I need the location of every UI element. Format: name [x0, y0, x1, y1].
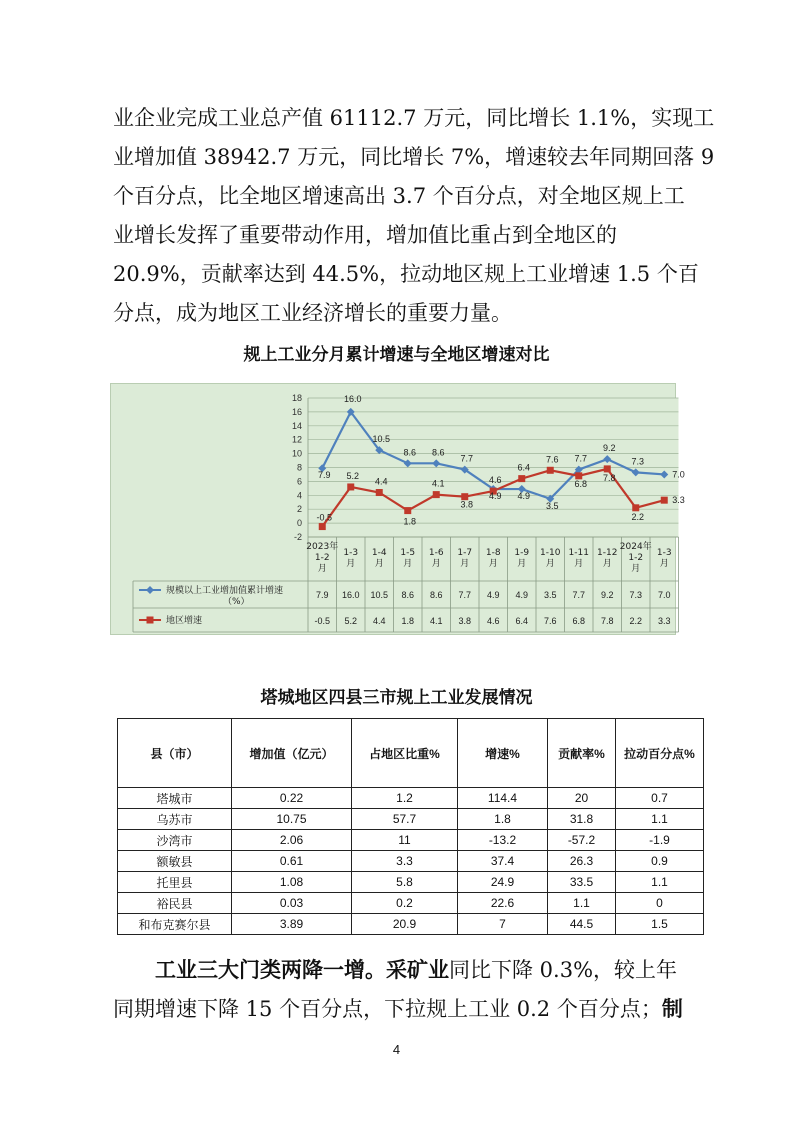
cell-growth: 114.4	[458, 788, 548, 809]
data-label-industry: 7.7	[574, 453, 588, 464]
x-category-label: 月	[488, 559, 498, 569]
table-title: 塔城地区四县三市规上工业发展情况	[260, 688, 533, 708]
x-category-label: 1-10	[540, 548, 561, 558]
x-category-label: 月	[317, 564, 327, 574]
cell-value-added: 0.03	[232, 893, 352, 914]
x-category-label: 1-6	[428, 548, 444, 558]
y-tick-label: 14	[291, 420, 302, 431]
x-category-label: 月	[346, 559, 356, 569]
data-label-industry: 8.6	[431, 447, 445, 458]
x-category-label: 1-7	[457, 548, 473, 558]
data-label-region: -0.5	[316, 512, 333, 523]
cell-county: 乌苏市	[118, 809, 232, 830]
cell-value-added: 0.22	[232, 788, 352, 809]
y-tick-label: 8	[296, 462, 302, 473]
legend-marker-industry	[146, 586, 154, 594]
data-label-region: 7.8	[602, 472, 616, 483]
cell-growth: 22.6	[458, 893, 548, 914]
x-category-label: 1-12	[597, 548, 618, 558]
data-label-region: 2.2	[631, 511, 645, 522]
table-value-region: 7.8	[600, 616, 614, 626]
x-category-label: 1-9	[514, 548, 530, 558]
y-tick-label: 6	[296, 476, 302, 487]
table-value-region: -0.5	[314, 616, 331, 626]
intro-line: 业增长发挥了重要带动作用，增加值比重占到全地区的	[113, 223, 617, 247]
table-value-industry: 9.2	[600, 590, 614, 600]
x-category-label: 2024年	[619, 542, 652, 552]
cell-growth: 24.9	[458, 872, 548, 893]
cell-county: 托里县	[118, 872, 232, 893]
table-value-region: 4.4	[372, 616, 386, 626]
header-share: 占地区比重%	[352, 719, 458, 788]
y-tick-label: 12	[291, 434, 302, 445]
data-label-industry: 4.9	[517, 491, 531, 502]
data-label-region: 1.8	[403, 516, 417, 527]
table-value-region: 3.8	[458, 616, 472, 626]
cell-share: 20.9	[352, 914, 458, 935]
point-marker-region	[404, 507, 411, 514]
page-number: 4	[392, 1042, 401, 1057]
table-value-region: 4.1	[429, 616, 443, 626]
cell-contribution: 26.3	[548, 851, 616, 872]
point-marker-region	[347, 483, 354, 490]
cell-county: 裕民县	[118, 893, 232, 914]
data-label-region: 4.4	[374, 476, 388, 487]
table-value-industry: 7.3	[629, 590, 643, 600]
intro-line: 分点，成为地区工业经济增长的重要力量。	[113, 301, 512, 325]
cell-pull: 1.1	[616, 872, 704, 893]
header-growth: 增速%	[458, 719, 548, 788]
cell-pull: 0.7	[616, 788, 704, 809]
table-value-region: 6.4	[515, 616, 529, 626]
x-category-label: 1-2	[628, 553, 644, 563]
table-value-region: 7.6	[543, 616, 557, 626]
cell-contribution: 20	[548, 788, 616, 809]
header-contribution: 贡献率%	[548, 719, 616, 788]
chart-title: 规上工业分月累计增速与全地区增速对比	[243, 345, 550, 365]
table-row	[118, 851, 704, 872]
table-value-region: 2.2	[629, 616, 643, 626]
data-label-industry: 10.5	[372, 434, 391, 445]
header-county: 县（市）	[118, 719, 232, 788]
cell-share: 1.2	[352, 788, 458, 809]
x-category-label: 1-3	[656, 548, 672, 558]
cell-pull: -1.9	[616, 830, 704, 851]
intro-line: 个百分点，比全地区增速高出 3.7 个百分点，对全地区规上工	[113, 184, 685, 208]
x-category-label: 1-11	[568, 548, 589, 558]
intro-paragraph	[113, 99, 715, 333]
point-marker-region	[319, 523, 326, 530]
x-category-label: 月	[631, 564, 641, 574]
x-category-label: 月	[460, 559, 470, 569]
cell-county: 额敏县	[118, 851, 232, 872]
cell-growth: 7	[458, 914, 548, 935]
cell-pull: 1.1	[616, 809, 704, 830]
table-value-industry: 3.5	[543, 590, 557, 600]
cell-value-added: 3.89	[232, 914, 352, 935]
point-marker-region	[604, 465, 611, 472]
y-tick-label: 18	[291, 393, 302, 403]
cell-growth: 1.8	[458, 809, 548, 830]
cell-contribution: 1.1	[548, 893, 616, 914]
county-industry-table	[117, 718, 704, 935]
table-value-industry: 7.7	[458, 590, 472, 600]
line-chart	[111, 384, 685, 634]
data-label-industry: 7.9	[317, 470, 331, 481]
x-category-label: 1-8	[485, 548, 501, 558]
cell-value-added: 2.06	[232, 830, 352, 851]
closing-sector-manufacturing: 制	[661, 996, 683, 1021]
data-label-industry: 7.3	[631, 456, 645, 467]
closing-paragraph	[113, 950, 683, 1028]
data-label-industry: 7.7	[460, 453, 474, 464]
table-value-region: 3.3	[657, 616, 671, 626]
legend-label-industry: 规模以上工业增加值累计增速	[166, 586, 284, 596]
cell-county: 塔城市	[118, 788, 232, 809]
data-label-industry: 9.2	[602, 443, 616, 454]
intro-line: 业增加值 38942.7 万元，同比增长 7%，增速较去年同期回落 9	[113, 145, 715, 169]
table-value-industry: 8.6	[401, 590, 415, 600]
cell-share: 57.7	[352, 809, 458, 830]
data-label-region: 7.6	[545, 454, 559, 465]
chart-container	[110, 383, 685, 635]
y-tick-label: -2	[293, 532, 302, 542]
data-label-region: 6.4	[517, 462, 531, 473]
cell-pull: 0.9	[616, 851, 704, 872]
legend-label-industry-cont: （%）	[223, 597, 250, 607]
x-category-label: 月	[431, 559, 441, 569]
table-row	[118, 788, 704, 809]
x-category-label: 1-2	[314, 553, 330, 563]
table-value-region: 4.6	[486, 616, 500, 626]
data-label-industry: 3.5	[545, 500, 559, 511]
table-value-industry: 10.5	[370, 590, 389, 600]
cell-county: 沙湾市	[118, 830, 232, 851]
table-value-region: 5.2	[344, 616, 358, 626]
table-value-region: 6.8	[572, 616, 586, 626]
point-marker-region	[632, 504, 639, 511]
closing-text-line2: 同期增速下降 15 个百分点，下拉规上工业 0.2 个百分点；	[113, 997, 662, 1021]
cell-contribution: 33.5	[548, 872, 616, 893]
x-category-label: 1-5	[400, 548, 416, 558]
intro-line: 业企业完成工业总产值 61112.7 万元，同比增长 1.1%，实现工	[113, 106, 715, 130]
point-marker-region	[518, 475, 525, 482]
table-row	[118, 830, 704, 851]
point-marker-region	[433, 491, 440, 498]
x-category-label: 1-3	[343, 548, 359, 558]
table-value-industry: 16.0	[341, 590, 360, 600]
x-category-label: 月	[659, 559, 669, 569]
x-category-label: 2023年	[306, 542, 339, 552]
point-marker-region	[376, 489, 383, 496]
y-tick-label: 10	[291, 448, 302, 459]
cell-share: 0.2	[352, 893, 458, 914]
data-label-industry: 16.0	[343, 393, 362, 404]
table-value-industry: 4.9	[486, 590, 500, 600]
header-value-added: 增加值（亿元）	[232, 719, 352, 788]
cell-share: 3.3	[352, 851, 458, 872]
legend-label-region: 地区增速	[166, 616, 203, 626]
closing-sector-mining: 采矿业	[386, 957, 449, 982]
cell-contribution: 31.8	[548, 809, 616, 830]
x-category-label: 月	[517, 559, 527, 569]
cell-share: 5.8	[352, 872, 458, 893]
cell-growth: 37.4	[458, 851, 548, 872]
table-value-industry: 7.7	[572, 590, 586, 600]
cell-contribution: -57.2	[548, 830, 616, 851]
table-value-industry: 8.6	[429, 590, 443, 600]
closing-text: 同比下降 0.3%，较上年	[449, 958, 678, 982]
x-category-label: 月	[374, 559, 384, 569]
x-category-label: 月	[574, 559, 584, 569]
cell-county: 和布克赛尔县	[118, 914, 232, 935]
y-tick-label: 16	[291, 406, 302, 417]
cell-value-added: 1.08	[232, 872, 352, 893]
cell-value-added: 10.75	[232, 809, 352, 830]
x-category-label: 月	[602, 559, 612, 569]
table-header-row	[118, 719, 704, 788]
data-label-region: 6.8	[574, 478, 588, 489]
cell-share: 11	[352, 830, 458, 851]
y-tick-label: 2	[296, 504, 302, 515]
data-label-industry: 4.9	[488, 491, 502, 502]
data-label-industry: 8.6	[403, 447, 417, 458]
legend-marker-region	[147, 617, 154, 624]
data-label-region: 5.2	[346, 470, 360, 481]
data-label-industry: 7.0	[672, 469, 685, 480]
point-marker-region	[661, 497, 668, 504]
x-category-label: 月	[545, 559, 555, 569]
table-row	[118, 893, 704, 914]
table-row	[118, 809, 704, 830]
data-label-region: 4.6	[488, 475, 502, 486]
point-marker-region	[547, 467, 554, 474]
table-row	[118, 914, 704, 935]
table-value-region: 1.8	[401, 616, 415, 626]
intro-line: 20.9%，贡献率达到 44.5%，拉动地区规上工业增速 1.5 个百	[113, 262, 699, 286]
table-value-industry: 7.9	[315, 590, 329, 600]
data-label-region: 3.3	[672, 495, 685, 506]
table-value-industry: 4.9	[515, 590, 529, 600]
table-value-industry: 7.0	[657, 590, 671, 600]
cell-pull: 1.5	[616, 914, 704, 935]
closing-heading: 工业三大门类两降一增。	[155, 957, 386, 982]
table-row	[118, 872, 704, 893]
data-label-region: 4.1	[431, 478, 445, 489]
cell-value-added: 0.61	[232, 851, 352, 872]
y-tick-label: 4	[296, 490, 302, 501]
cell-contribution: 44.5	[548, 914, 616, 935]
x-category-label: 1-4	[371, 548, 387, 558]
x-category-label: 月	[403, 559, 413, 569]
cell-pull: 0	[616, 893, 704, 914]
y-tick-label: 0	[296, 518, 302, 529]
data-label-region: 3.8	[460, 499, 474, 510]
cell-growth: -13.2	[458, 830, 548, 851]
header-pull: 拉动百分点%	[616, 719, 704, 788]
